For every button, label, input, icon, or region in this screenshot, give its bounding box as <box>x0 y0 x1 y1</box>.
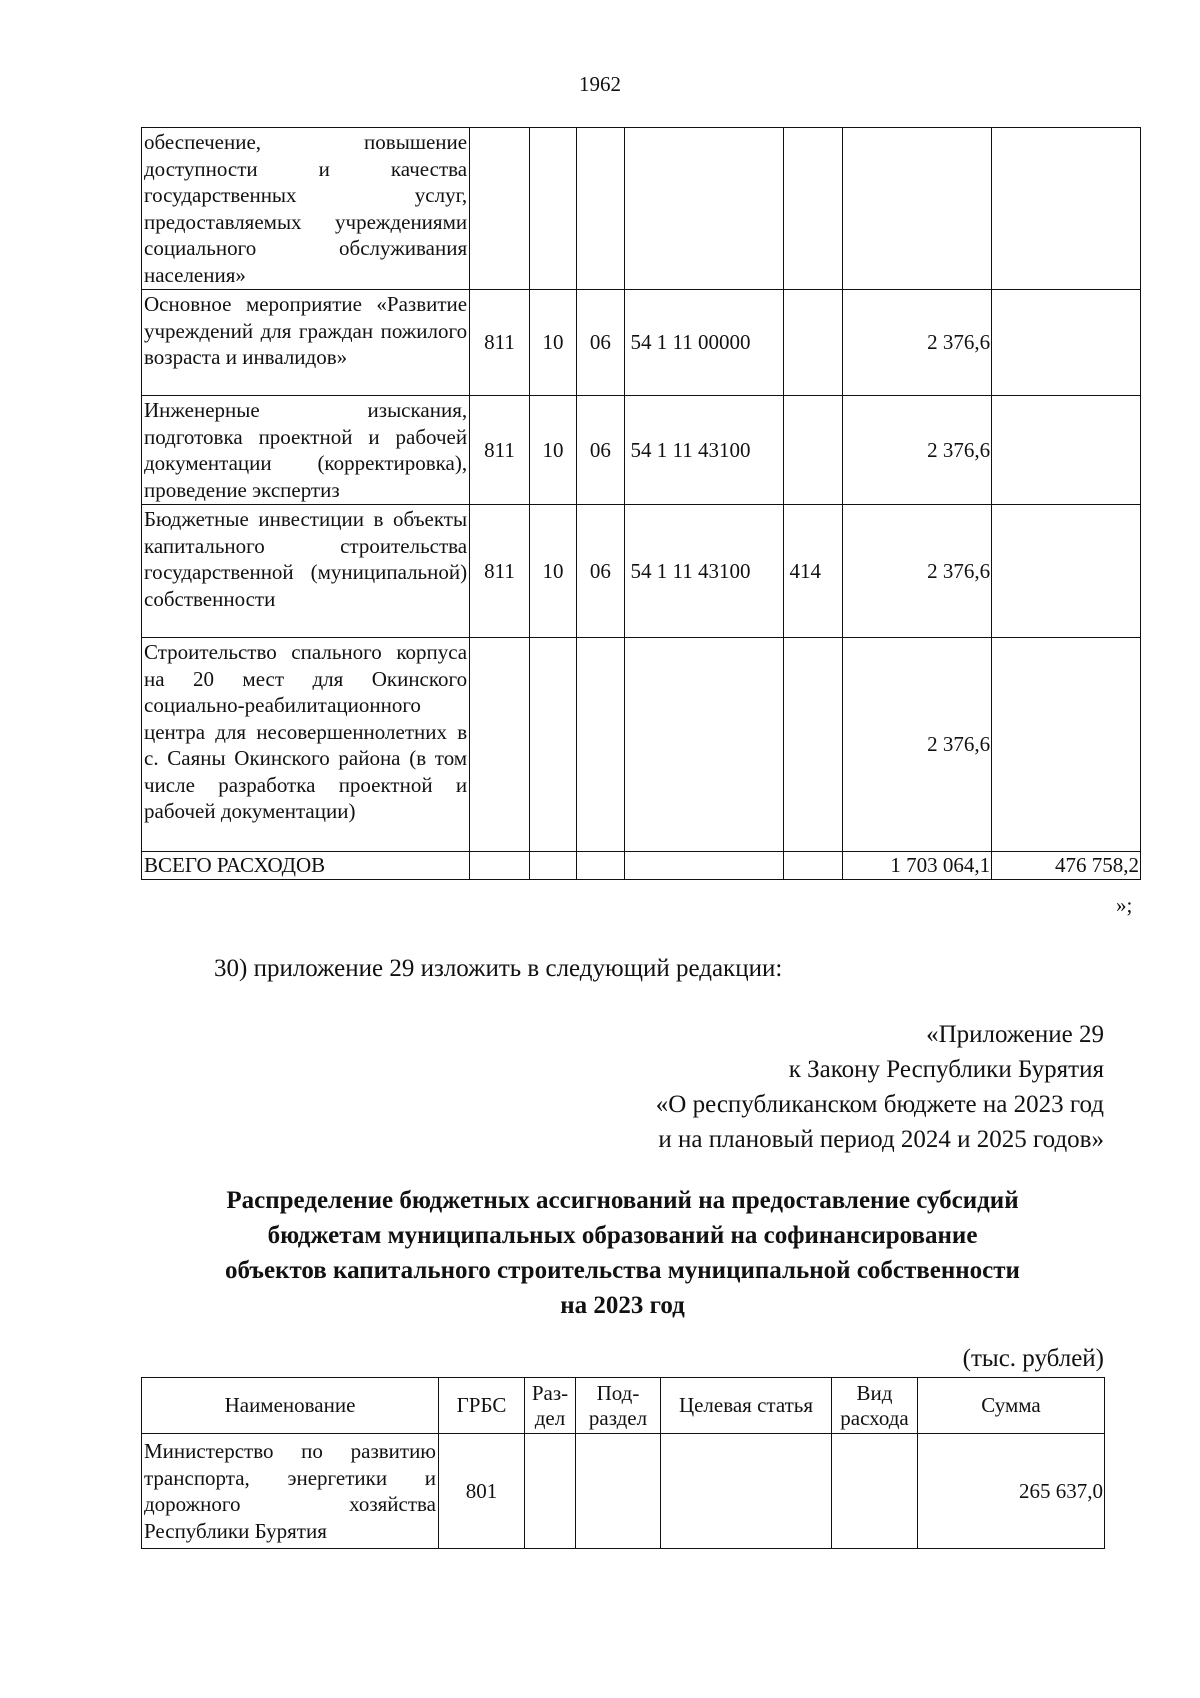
razdel-cell <box>525 1434 576 1549</box>
header-razdel <box>525 1378 576 1434</box>
grbs-cell: 801 <box>439 1434 525 1549</box>
amendment-instruction: 30) приложение 29 изложить в следующий редакции: <box>214 955 783 982</box>
empty-cell <box>529 852 576 880</box>
podrazdel-cell <box>577 128 624 290</box>
header-podrazdel <box>576 1378 661 1434</box>
vid-cell <box>783 638 843 852</box>
appendix-header <box>656 1017 1104 1157</box>
subsidies-table <box>141 1377 1105 1549</box>
row-name: Основное мероприятие «Развитие учреждений для граждан пожилого возраста и инвалидов» <box>142 290 470 396</box>
grbs-cell: 811 <box>470 505 530 638</box>
sum2-cell <box>992 638 1141 852</box>
empty-cell <box>470 852 530 880</box>
vid-cell <box>832 1434 918 1549</box>
header-razdel-line2: дел <box>534 1405 566 1430</box>
vid-cell <box>783 290 843 396</box>
row-name: Строительство спального корпуса на 20 мест для Окинского социально-реабилитационного центра для несовершеннолетних в с. Саяны Окинского района (в том числе разработка проектной и рабочей документации) <box>142 638 470 852</box>
article-cell <box>624 638 783 852</box>
total-sum1: 1 703 064,1 <box>843 852 992 880</box>
title-line: объектов капитального строительства муниципальной собственности <box>225 1257 1020 1284</box>
grbs-cell <box>470 128 530 290</box>
sum-cell: 265 637,0 <box>918 1434 1105 1549</box>
expenses-table-continuation <box>141 127 1141 880</box>
empty-cell <box>783 852 843 880</box>
total-row <box>142 852 1141 880</box>
row-name: Бюджетные инвестиции в объекты капитального строительства государственной (муниципальной) собственности <box>142 505 470 638</box>
header-vid-line1: Вид <box>856 1380 893 1405</box>
total-label: ВСЕГО РАСХОДОВ <box>142 852 470 880</box>
sum2-cell <box>992 396 1141 505</box>
header-podrazdel-line1: Под- <box>596 1380 640 1405</box>
table-row <box>142 638 1141 852</box>
razdel-cell: 10 <box>529 290 576 396</box>
grbs-cell <box>470 638 530 852</box>
row-name: обеспечение, повышение доступности и качества государственных услуг, предоставляемых учреждениями социального обслуживания населения» <box>142 128 470 290</box>
title-line: бюджетам муниципальных образований на софинансирование <box>267 1222 978 1249</box>
header-sum: Сумма <box>918 1378 1105 1434</box>
table-row <box>142 128 1141 290</box>
header-vid <box>832 1378 918 1434</box>
article-cell: 54 1 11 43100 <box>624 505 783 638</box>
units-label: (тыс. рублей) <box>962 1345 1104 1372</box>
table-row <box>142 1434 1105 1549</box>
sum2-cell <box>992 505 1141 638</box>
podrazdel-cell <box>576 1434 661 1549</box>
sum1-cell: 2 376,6 <box>843 505 992 638</box>
appendix-line: и на плановый период 2024 и 2025 годов» <box>658 1126 1104 1153</box>
grbs-cell: 811 <box>470 396 530 505</box>
article-cell <box>624 128 783 290</box>
title-line: на 2023 год <box>560 1292 685 1319</box>
sum1-cell <box>843 128 992 290</box>
razdel-cell: 10 <box>529 396 576 505</box>
header-vid-line2: расхода <box>840 1405 909 1430</box>
sum1-cell: 2 376,6 <box>843 396 992 505</box>
row-name: Инженерные изыскания, подготовка проектной и рабочей документации (корректировка), проведение экспертиз <box>142 396 470 505</box>
empty-cell <box>577 852 624 880</box>
page-number: 1962 <box>579 72 621 96</box>
sum2-cell <box>992 128 1141 290</box>
podrazdel-cell <box>577 638 624 852</box>
sum1-cell: 2 376,6 <box>843 290 992 396</box>
appendix-line: «Приложение 29 <box>926 1021 1104 1048</box>
vid-cell <box>783 128 843 290</box>
vid-cell: 414 <box>783 505 843 638</box>
header-article: Целевая статья <box>661 1378 832 1434</box>
row-name: Министерство по развитию транспорта, энергетики и дорожного хозяйства Республики Бурятия <box>142 1434 439 1549</box>
total-sum2: 476 758,2 <box>992 852 1141 880</box>
title-line: Распределение бюджетных ассигнований на предоставление субсидий <box>226 1187 1019 1214</box>
razdel-cell: 10 <box>529 505 576 638</box>
header-podrazdel-line2: раздел <box>588 1405 648 1430</box>
header-grbs: ГРБС <box>439 1378 525 1434</box>
document-title <box>141 1183 1104 1323</box>
closing-quote: »; <box>1116 893 1133 917</box>
podrazdel-cell: 06 <box>577 505 624 638</box>
article-cell <box>661 1434 832 1549</box>
appendix-line: «О республиканском бюджете на 2023 год <box>655 1091 1104 1118</box>
appendix-line: к Закону Республики Бурятия <box>788 1056 1104 1083</box>
razdel-cell <box>529 128 576 290</box>
article-cell: 54 1 11 00000 <box>624 290 783 396</box>
sum2-cell <box>992 290 1141 396</box>
podrazdel-cell: 06 <box>577 396 624 505</box>
article-cell: 54 1 11 43100 <box>624 396 783 505</box>
vid-cell <box>783 396 843 505</box>
table-row <box>142 290 1141 396</box>
header-razdel-line1: Раз- <box>531 1380 569 1405</box>
header-name: Наименование <box>142 1378 439 1434</box>
grbs-cell: 811 <box>470 290 530 396</box>
razdel-cell <box>529 638 576 852</box>
table-header-row <box>142 1378 1105 1434</box>
sum1-cell: 2 376,6 <box>843 638 992 852</box>
table-row <box>142 505 1141 638</box>
empty-cell <box>624 852 783 880</box>
podrazdel-cell: 06 <box>577 290 624 396</box>
table-row <box>142 396 1141 505</box>
